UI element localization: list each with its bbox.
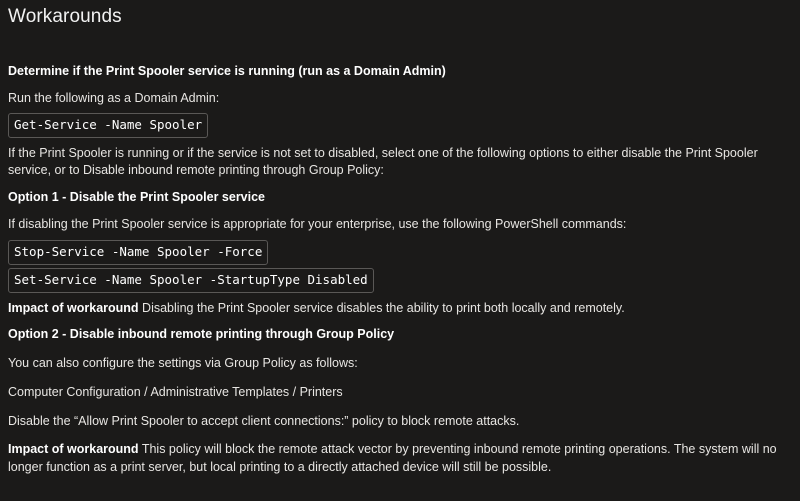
option2-intro: You can also configure the settings via Group Policy as follows: xyxy=(8,356,358,370)
option2-impact xyxy=(8,441,794,477)
option2-instruction: Disable the “Allow Print Spooler to accept client connections:” policy to block remote attacks. xyxy=(8,413,520,428)
section-description: If the Print Spooler is running or if the service is not set to disabled, select one of the following options to either disable the Print Spooler service, or to Disable inbound remote printing through Group Policy: xyxy=(8,145,758,178)
code-block-option1 xyxy=(8,240,794,293)
option2-impact-text: This policy will block the remote attack vector by preventing inbound remote printing operations. The system will no longer function as a print server, but local printing to a directly attached device will still be possible. xyxy=(8,442,777,474)
code-stop-service: Stop-Service -Name Spooler -Force xyxy=(8,240,268,265)
section-intro: Run the following as a Domain Admin: xyxy=(8,90,220,105)
option1-intro: If disabling the Print Spooler service is appropriate for your enterprise, use the following PowerShell commands: xyxy=(8,216,627,231)
option1-heading: Option 1 - Disable the Print Spooler service xyxy=(8,190,266,204)
option2-heading: Option 2 - Disable inbound remote printing through Group Policy xyxy=(8,327,395,342)
code-block-get-service xyxy=(8,113,794,138)
option2-impact-label: Impact of workaround xyxy=(8,442,139,457)
section-heading-determine: Determine if the Print Spooler service is running (run as a Domain Admin) xyxy=(8,64,446,78)
option1-impact-text: Disabling the Print Spooler service disables the ability to print both locally and remotely. xyxy=(138,300,625,315)
code-set-service: Set-Service -Name Spooler -StartupType Disabled xyxy=(8,268,374,293)
option2-path: Computer Configuration / Administrative Templates / Printers xyxy=(8,384,343,399)
option1-impact-label: Impact of workaround xyxy=(8,300,139,315)
workarounds-content xyxy=(8,63,794,486)
code-get-service: Get-Service -Name Spooler xyxy=(8,113,208,138)
option1-impact xyxy=(8,300,794,318)
page-title: Workarounds xyxy=(8,6,122,27)
